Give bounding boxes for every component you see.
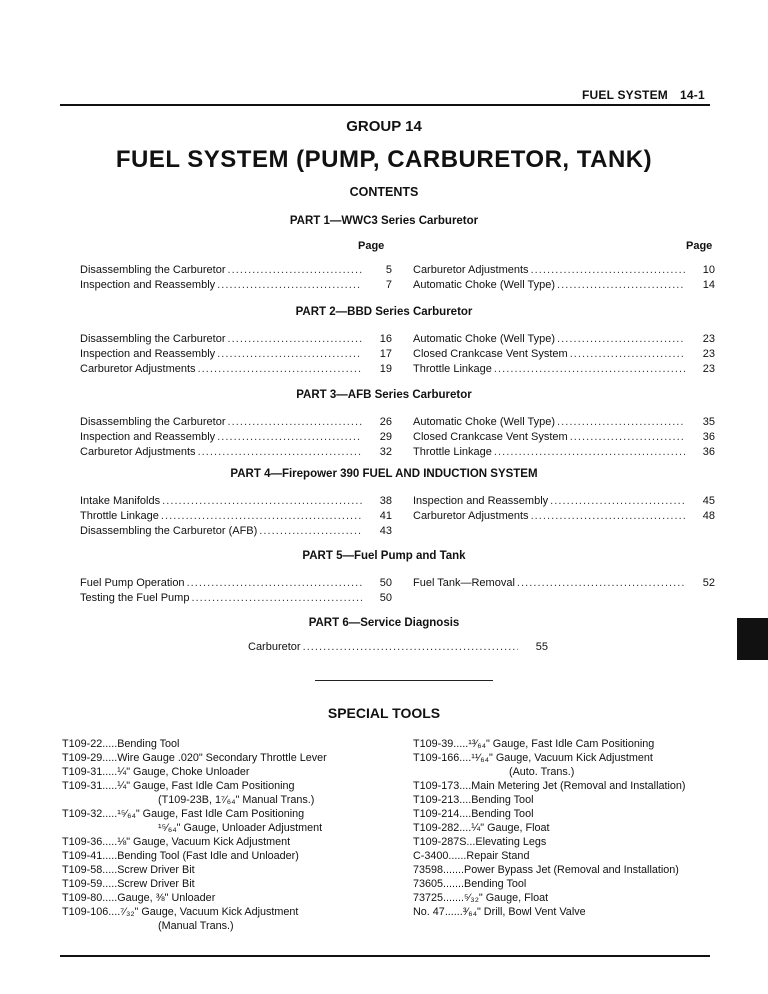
leader-dots: ....... (443, 892, 465, 904)
leader-dots (217, 430, 362, 444)
tool-entry (413, 737, 654, 751)
toc-entry[interactable] (80, 445, 392, 459)
tool-entry (62, 849, 299, 863)
tool-number: 73725 (413, 892, 444, 904)
tool-entry (62, 765, 250, 779)
tool-description: Gauge, ⅜" Unloader (117, 892, 216, 904)
toc-label: Automatic Choke (Well Type) (413, 333, 556, 345)
toc-page: 45 (702, 495, 715, 507)
tool-description: ³⁄₆₄" Drill, Bowl Vent Valve (462, 906, 586, 918)
tool-entry (413, 807, 533, 821)
tool-description: Bending Tool (464, 878, 527, 890)
tool-number: T109-22 (62, 738, 103, 750)
tool-entry (413, 863, 679, 877)
leader-dots: ..... (102, 864, 118, 876)
leader-dots: .... (459, 780, 472, 792)
toc-label: Carburetor Adjustments (413, 264, 529, 276)
tool-number: T109-58 (62, 864, 103, 876)
leader-dots (570, 430, 685, 444)
tool-description: ¹³⁄₆₄" Gauge, Fast Idle Cam Positioning (468, 738, 655, 750)
tool-number: T109-213 (413, 794, 460, 806)
toc-label: Automatic Choke (Well Type) (413, 416, 556, 428)
leader-dots (228, 263, 362, 277)
leader-dots (191, 591, 362, 605)
tool-entry (62, 905, 298, 919)
tool-number: T109-166 (413, 752, 460, 764)
toc-label: Carburetor (248, 641, 301, 653)
leader-dots (557, 332, 685, 346)
running-header-section: FUEL SYSTEM (582, 88, 668, 102)
tool-number: 73605 (413, 878, 444, 890)
leader-dots: ....... (443, 878, 465, 890)
leader-dots (494, 445, 685, 459)
leader-dots (187, 576, 362, 590)
tool-description-continued: (Auto. Trans.) (509, 766, 575, 778)
leader-dots: ..... (102, 752, 118, 764)
toc-label: Carburetor Adjustments (413, 510, 529, 522)
toc-entry[interactable] (413, 509, 715, 523)
leader-dots: ..... (102, 892, 118, 904)
leader-dots: ..... (453, 738, 469, 750)
toc-entry[interactable] (413, 494, 715, 508)
tool-description: Screw Driver Bit (117, 878, 195, 890)
toc-page: 23 (702, 348, 715, 360)
leader-dots: ... (466, 836, 476, 848)
tool-description-continued: (T109-23B, 1⁷⁄₆₄" Manual Trans.) (158, 794, 315, 806)
toc-entry[interactable] (413, 362, 715, 376)
tool-number: No. 47 (413, 906, 445, 918)
toc-label: Automatic Choke (Well Type) (413, 279, 556, 291)
tool-description: ⅛" Gauge, Vacuum Kick Adjustment (117, 836, 291, 848)
tool-entry (413, 835, 546, 849)
tool-number: C-3400 (413, 850, 449, 862)
tool-entry (413, 793, 533, 807)
tool-description: ¼" Gauge, Float (471, 822, 550, 834)
leader-dots (228, 332, 362, 346)
tool-number: T109-31 (62, 780, 103, 792)
leader-dots (531, 263, 685, 277)
tool-number: T109-59 (62, 878, 103, 890)
toc-entry[interactable] (80, 278, 392, 292)
tool-entry (62, 737, 179, 751)
tool-entry (413, 905, 586, 919)
toc-page: 14 (702, 279, 715, 291)
contents-heading: CONTENTS (349, 185, 419, 199)
leader-dots: .... (459, 752, 472, 764)
leader-dots (517, 576, 685, 590)
tool-description: Bending Tool (117, 738, 180, 750)
tool-number: T109-39 (413, 738, 454, 750)
tool-description: Bending Tool (471, 794, 534, 806)
tool-number: T109-41 (62, 850, 103, 862)
leader-dots: ..... (102, 878, 118, 890)
toc-entry[interactable] (413, 415, 715, 429)
section-thumb-tab (737, 618, 768, 660)
toc-page: 41 (379, 510, 392, 522)
leader-dots: ....... (443, 864, 465, 876)
toc-page: 43 (379, 525, 392, 537)
leader-dots: ..... (102, 850, 118, 862)
toc-label: Carburetor Adjustments (80, 446, 196, 458)
toc-label: Inspection and Reassembly (80, 431, 216, 443)
toc-page: 52 (702, 577, 715, 589)
toc-label: Throttle Linkage (413, 446, 492, 458)
footer-rule (60, 955, 710, 957)
leader-dots: ..... (102, 766, 118, 778)
leader-dots: ..... (102, 780, 118, 792)
part-heading: PART 3—AFB Series Carburetor (296, 389, 472, 401)
toc-label: Testing the Fuel Pump (80, 592, 190, 604)
toc-entry[interactable] (413, 576, 715, 590)
toc-label: Inspection and Reassembly (413, 495, 549, 507)
header-rule (60, 104, 710, 106)
toc-label: Fuel Pump Operation (80, 577, 185, 589)
tool-description: Elevating Legs (475, 836, 547, 848)
tool-number: T109-29 (62, 752, 103, 764)
toc-label: Inspection and Reassembly (80, 348, 216, 360)
toc-page: 19 (379, 363, 392, 375)
part-heading: PART 1—WWC3 Series Carburetor (289, 215, 479, 227)
toc-label: Disassembling the Carburetor (80, 333, 226, 345)
toc-entry[interactable] (413, 445, 715, 459)
page-column-label: Page (358, 240, 385, 252)
leader-dots (217, 278, 362, 292)
toc-label: Closed Crankcase Vent System (413, 348, 568, 360)
toc-page: 5 (385, 264, 392, 276)
toc-label: Throttle Linkage (80, 510, 159, 522)
tool-description: ¼" Gauge, Choke Unloader (117, 766, 250, 778)
toc-entry[interactable] (413, 332, 715, 346)
leader-dots: .... (108, 906, 121, 918)
part-heading: PART 6—Service Diagnosis (308, 617, 460, 629)
toc-label: Disassembling the Carburetor (80, 416, 226, 428)
leader-dots: ..... (102, 738, 118, 750)
toc-page: 26 (379, 416, 392, 428)
leader-dots (550, 494, 685, 508)
leader-dots: .... (459, 808, 472, 820)
toc-entry[interactable] (413, 347, 715, 361)
tool-entry (62, 807, 304, 821)
leader-dots (161, 509, 362, 523)
tool-description: Repair Stand (466, 850, 530, 862)
toc-entry[interactable] (413, 430, 715, 444)
tool-description-continued: ¹⁵⁄₆₄" Gauge, Unloader Adjustment (158, 822, 323, 834)
leader-dots (198, 362, 362, 376)
toc-page: 32 (379, 446, 392, 458)
toc-entry[interactable] (413, 278, 715, 292)
toc-page: 36 (702, 446, 715, 458)
section-divider (315, 680, 493, 681)
toc-label: Fuel Tank—Removal (413, 577, 515, 589)
toc-entry[interactable] (80, 591, 392, 605)
tool-description: ¼" Gauge, Fast Idle Cam Positioning (117, 780, 295, 792)
leader-dots (570, 347, 685, 361)
group-label: GROUP 14 (346, 118, 422, 135)
toc-entry[interactable] (80, 415, 392, 429)
toc-label: Inspection and Reassembly (80, 279, 216, 291)
tool-description: Wire Gauge .020" Secondary Throttle Lever (117, 752, 327, 764)
leader-dots: ...... (444, 906, 463, 918)
leader-dots (228, 415, 362, 429)
toc-entry[interactable] (80, 494, 392, 508)
tool-description: Main Metering Jet (Removal and Installation) (471, 780, 686, 792)
toc-label: Throttle Linkage (413, 363, 492, 375)
leader-dots: ...... (448, 850, 467, 862)
toc-entry[interactable] (80, 576, 392, 590)
leader-dots (557, 415, 685, 429)
toc-page: 35 (702, 416, 715, 428)
tool-description: Screw Driver Bit (117, 864, 195, 876)
tool-entry (413, 821, 550, 835)
toc-page: 23 (702, 333, 715, 345)
tool-description: ⁵⁄₃₂" Gauge, Float (464, 892, 549, 904)
toc-page: 16 (379, 333, 392, 345)
leader-dots: ..... (102, 836, 118, 848)
tool-number: T109-173 (413, 780, 460, 792)
toc-entry[interactable] (248, 640, 548, 654)
tool-number: T109-106 (62, 906, 109, 918)
toc-label: Carburetor Adjustments (80, 363, 196, 375)
tool-description: Power Bypass Jet (Removal and Installation) (464, 864, 679, 876)
toc-page: 50 (379, 577, 392, 589)
tool-entry (62, 779, 295, 793)
toc-page: 50 (379, 592, 392, 604)
tool-description: ⁷⁄₃₂" Gauge, Vacuum Kick Adjustment (120, 906, 299, 918)
tool-number: T109-32 (62, 808, 103, 820)
tool-entry (62, 863, 195, 877)
tool-number: T109-80 (62, 892, 103, 904)
toc-page: 10 (702, 264, 715, 276)
leader-dots: ..... (102, 808, 118, 820)
tool-entry (413, 751, 653, 765)
page-column-label: Page (686, 240, 713, 252)
toc-label: Intake Manifolds (80, 495, 161, 507)
tool-description: ¹¹⁄₆₄" Gauge, Vacuum Kick Adjustment (471, 752, 653, 764)
running-header-page: 14-1 (680, 88, 705, 102)
toc-entry[interactable] (80, 347, 392, 361)
toc-page: 55 (535, 641, 548, 653)
tool-entry (62, 751, 327, 765)
toc-page: 38 (379, 495, 392, 507)
leader-dots (494, 362, 685, 376)
leader-dots (259, 524, 362, 538)
tool-entry (62, 877, 195, 891)
toc-page: 7 (385, 279, 392, 291)
tool-entry (413, 849, 529, 863)
toc-entry[interactable] (80, 524, 392, 538)
tool-description-continued: (Manual Trans.) (158, 920, 234, 932)
special-tools-heading: SPECIAL TOOLS (327, 705, 441, 721)
leader-dots: .... (459, 822, 472, 834)
tool-number: T109-282 (413, 822, 460, 834)
toc-entry[interactable] (80, 362, 392, 376)
toc-entry[interactable] (80, 430, 392, 444)
tool-number: 73598 (413, 864, 444, 876)
tool-entry (62, 835, 290, 849)
part-heading: PART 2—BBD Series Carburetor (295, 306, 473, 318)
toc-page: 48 (702, 510, 715, 522)
toc-entry[interactable] (413, 263, 715, 277)
toc-page: 23 (702, 363, 715, 375)
tool-number: T109-36 (62, 836, 103, 848)
tool-entry (413, 891, 548, 905)
toc-entry[interactable] (80, 509, 392, 523)
part-heading: PART 5—Fuel Pump and Tank (302, 550, 466, 562)
toc-label: Disassembling the Carburetor (80, 264, 226, 276)
leader-dots (531, 509, 685, 523)
tool-description: Bending Tool (471, 808, 534, 820)
page-title: FUEL SYSTEM (PUMP, CARBURETOR, TANK) (115, 146, 653, 173)
toc-label: Closed Crankcase Vent System (413, 431, 568, 443)
tool-description: Bending Tool (Fast Idle and Unloader) (117, 850, 299, 862)
toc-page: 36 (702, 431, 715, 443)
leader-dots (217, 347, 362, 361)
tool-entry (413, 779, 685, 793)
leader-dots (198, 445, 362, 459)
tool-number: T109-214 (413, 808, 460, 820)
toc-entry[interactable] (80, 332, 392, 346)
tool-entry (413, 877, 526, 891)
toc-entry[interactable] (80, 263, 392, 277)
toc-page: 17 (379, 348, 392, 360)
toc-label: Disassembling the Carburetor (AFB) (80, 525, 258, 537)
leader-dots (557, 278, 685, 292)
leader-dots: .... (459, 794, 472, 806)
tool-number: T109-287S (413, 836, 467, 848)
tool-description: ¹⁵⁄₆₄" Gauge, Fast Idle Cam Positioning (117, 808, 305, 820)
tool-number: T109-31 (62, 766, 103, 778)
tool-entry (62, 891, 215, 905)
part-heading: PART 4—Firepower 390 FUEL AND INDUCTION SYSTEM (230, 468, 538, 480)
leader-dots (162, 494, 362, 508)
leader-dots (303, 640, 518, 654)
toc-page: 29 (379, 431, 392, 443)
